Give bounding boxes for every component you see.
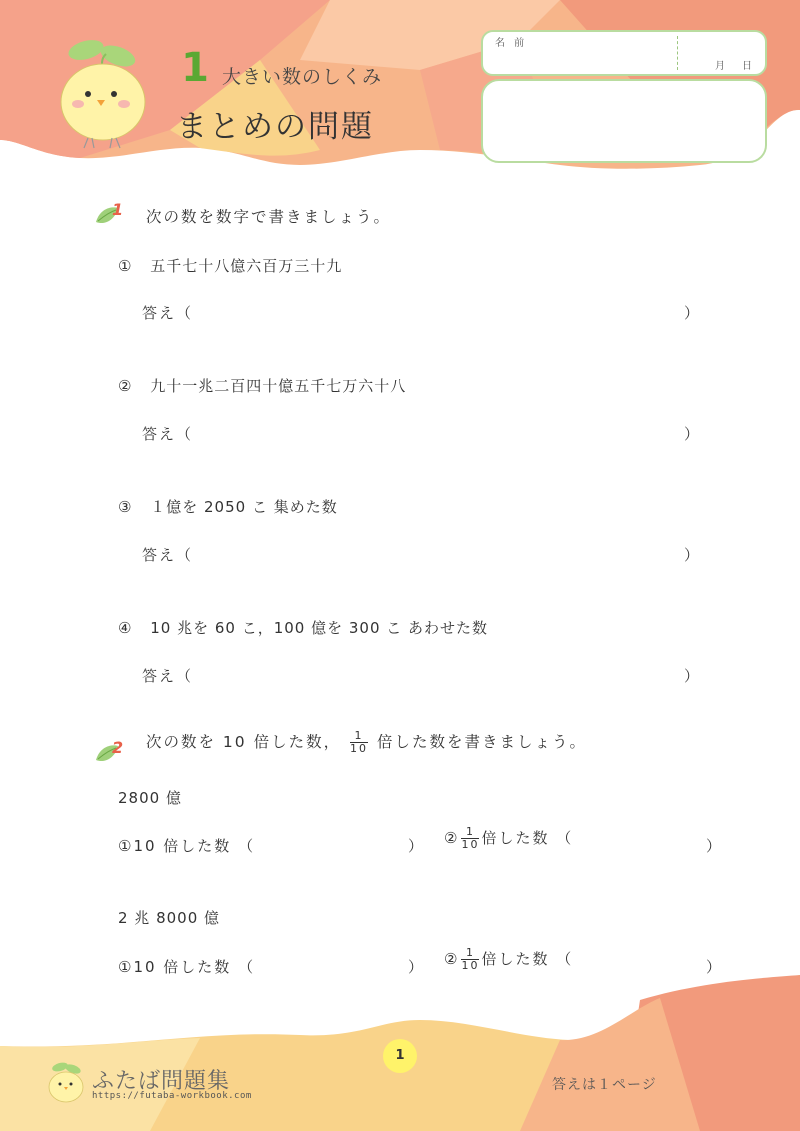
problem-1-value: 2800 億 — [118, 789, 182, 807]
section-1-instruction: 次の数を数字で書きましょう。 — [146, 208, 392, 226]
fraction-denominator: 10 — [350, 742, 369, 755]
score-box[interactable] — [481, 79, 767, 163]
item-3 — [118, 496, 338, 517]
fraction-one-tenth — [461, 826, 479, 851]
date-divider — [677, 36, 678, 70]
item-4-answer-field[interactable] — [196, 661, 676, 687]
name-label: 名 前 — [495, 38, 528, 49]
problem-2-left-field[interactable] — [262, 952, 402, 978]
brand-url[interactable]: https://futaba-workbook.com — [92, 1091, 252, 1101]
problem-1-right-marker: ② — [444, 829, 460, 847]
item-4-answer-label: 答え（ — [142, 667, 194, 685]
section-2-number: 2 — [112, 738, 124, 757]
item-1-answer-field[interactable] — [196, 298, 676, 324]
page-number-badge: 1 — [383, 1039, 417, 1073]
item-1-text: 五千七十八億六百万三十九 — [150, 257, 343, 275]
fraction-one-tenth — [350, 730, 368, 755]
item-4-marker: ④ — [118, 619, 133, 637]
brand-name: ふたば問題集 — [92, 1069, 231, 1094]
problem-1-right-close: ） — [706, 837, 722, 855]
item-4-answer-close: ） — [684, 667, 700, 685]
fraction-numerator: 1 — [461, 826, 479, 839]
item-3-text: １億を 2050 こ 集めた数 — [150, 498, 338, 516]
answer-page-note: 答えは１ページ — [552, 1077, 657, 1093]
problem-2-right-marker: ② — [444, 950, 460, 968]
problem-2-left-label: ①10 倍した数 （ — [118, 958, 256, 976]
section-2-instruction-post: 倍した数を書きましょう。 — [376, 733, 587, 751]
item-3-answer-close: ） — [684, 546, 700, 564]
item-3-marker: ③ — [118, 498, 133, 516]
item-2-answer-field[interactable] — [196, 419, 676, 445]
fraction-denominator: 10 — [461, 959, 480, 972]
section-1-number: 1 — [112, 200, 124, 219]
section-2-instruction — [146, 730, 587, 755]
fraction-denominator: 10 — [461, 838, 480, 851]
page-title: まとめの問題 — [176, 109, 374, 145]
problem-2-right-label: 倍した数 （ — [481, 950, 574, 968]
chick-mascot-icon — [44, 1060, 88, 1104]
item-1 — [118, 255, 342, 276]
day-label: 日 — [742, 61, 752, 72]
item-1-marker: ① — [118, 257, 133, 275]
chick-mascot-icon — [48, 34, 158, 154]
item-2-answer-close: ） — [684, 425, 700, 443]
fraction-numerator: 1 — [461, 947, 479, 960]
problem-1-right — [444, 826, 573, 851]
problem-2-right-close: ） — [706, 958, 722, 976]
problem-1-right-field[interactable] — [592, 831, 702, 857]
item-2-marker: ② — [118, 377, 133, 395]
item-3-answer-label: 答え（ — [142, 546, 194, 564]
problem-1-left-close: ） — [408, 837, 424, 855]
item-2-answer-label: 答え（ — [142, 425, 194, 443]
item-4-text: 10 兆を 60 こ，100 億を 300 こ あわせた数 — [150, 619, 489, 637]
item-4 — [118, 617, 488, 638]
item-3-answer-field[interactable] — [196, 540, 676, 566]
problem-2-left-close: ） — [408, 958, 424, 976]
item-1-answer-label: 答え（ — [142, 304, 194, 322]
item-1-answer-close: ） — [684, 304, 700, 322]
item-2 — [118, 375, 406, 396]
problem-1-left-label: ①10 倍した数 （ — [118, 837, 256, 855]
problem-2-right-field[interactable] — [592, 952, 702, 978]
unit-number: 1 — [181, 45, 209, 91]
item-2-text: 九十一兆二百四十億五千七万六十八 — [150, 377, 407, 395]
problem-2-value: 2 兆 8000 億 — [118, 909, 221, 927]
problem-1-right-label: 倍した数 （ — [481, 829, 574, 847]
name-date-box[interactable] — [481, 30, 767, 76]
fraction-one-tenth — [461, 947, 479, 972]
month-label: 月 — [715, 61, 725, 72]
fraction-numerator: 1 — [350, 730, 368, 743]
problem-2-right — [444, 947, 573, 972]
problem-1-left-field[interactable] — [262, 831, 402, 857]
section-2-instruction-pre: 次の数を 10 倍した数， — [146, 733, 342, 751]
unit-title: 大きい数のしくみ — [222, 66, 383, 88]
